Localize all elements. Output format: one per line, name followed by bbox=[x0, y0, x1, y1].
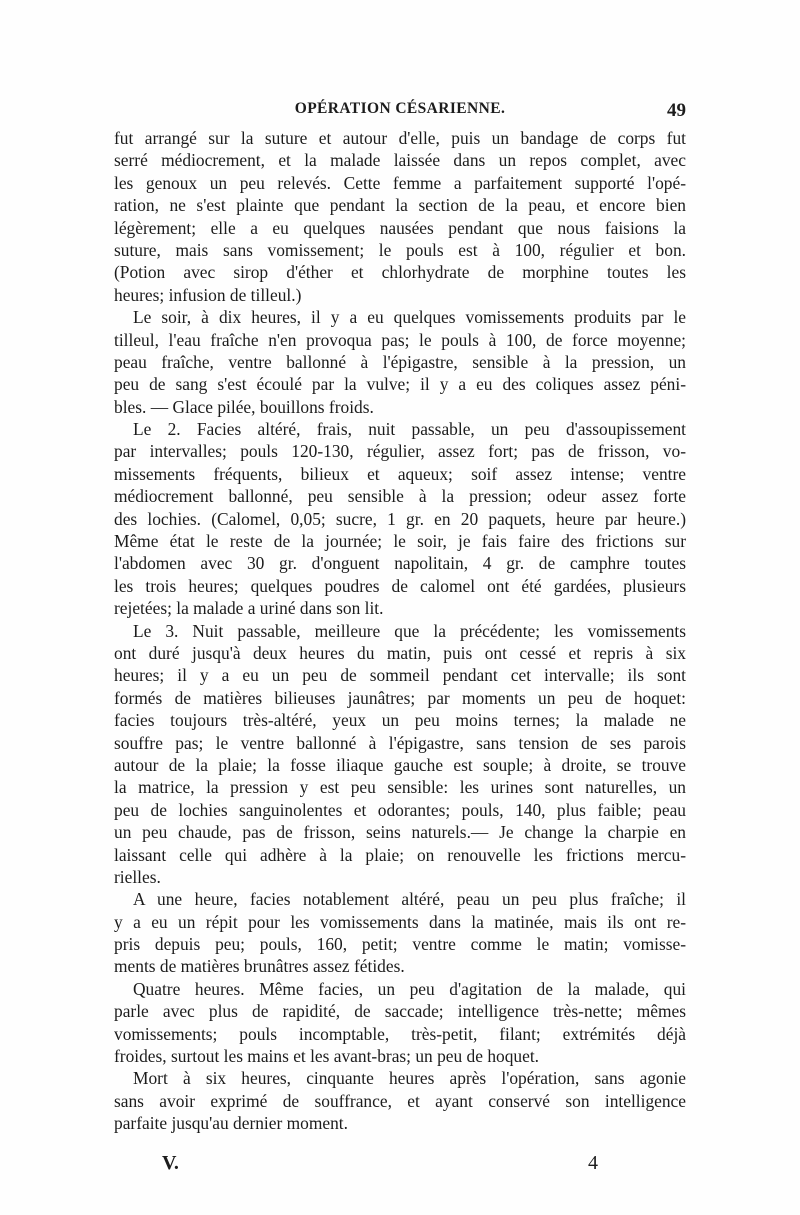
paragraph-first-line: Mort à six heures, cinquante heures après l'opération, sans agonie bbox=[133, 1068, 686, 1089]
text-line: froides, surtout les mains et les avant-bras; un peu de hoquet. bbox=[114, 1046, 540, 1067]
paragraph-first-line: A une heure, facies notablement altéré, peau un peu plus fraîche; il bbox=[133, 889, 686, 910]
text-line: sans avoir exprimé de souffrance, et ayant conservé son intelligence bbox=[114, 1090, 686, 1111]
paragraph-first-line: Quatre heures. Même facies, un peu d'agitation de la malade, qui bbox=[133, 978, 686, 999]
text-line: (Potion avec sirop d'éther et chlorhydrate de morphine toutes les bbox=[114, 262, 686, 283]
text-line: médiocrement ballonné, peu sensible à la pression; odeur assez forte bbox=[114, 486, 686, 507]
paragraph-first-line: Le soir, à dix heures, il y a eu quelques vomissements produits par le bbox=[133, 307, 686, 328]
text-line: fut arrangé sur la suture et autour d'elle, puis un bandage de corps fut bbox=[114, 128, 686, 148]
paragraph-first-line: Le 3. Nuit passable, meilleure que la précédente; les vomissements bbox=[133, 620, 686, 641]
text-line: y a eu un répit pour les vomissements dans la matinée, mais ils ont re- bbox=[114, 911, 686, 932]
text-line: ments de matières brunâtres assez fétides. bbox=[114, 956, 405, 977]
text-line: parle avec plus de rapidité, de saccade; intelligence très-nette; mêmes bbox=[114, 1001, 686, 1022]
text-line: un peu chaude, pas de frisson, seins naturels.— Je change la charpie en bbox=[114, 822, 686, 843]
text-line: autour de la plaie; la fosse iliaque gauche est souple; à droite, se trouve bbox=[114, 754, 686, 775]
text-line: ont duré jusqu'à deux heures du matin, puis ont cessé et repris à six bbox=[114, 642, 686, 663]
text-line: des lochies. (Calomel, 0,05; sucre, 1 gr. en 20 paquets, heure par heure.) bbox=[114, 508, 686, 529]
running-title: OPÉRATION CÉSARIENNE. bbox=[294, 100, 506, 117]
text-line: parfaite jusqu'au dernier moment. bbox=[114, 1113, 348, 1134]
paragraph-first-line: Le 2. Facies altéré, frais, nuit passable, un peu d'assoupissement bbox=[133, 419, 686, 440]
text-line: heures; il y a eu un peu de sommeil pendant cet intervalle; ils sont bbox=[114, 665, 686, 686]
text-line: peu de sang s'est écoulé par la vulve; il y a eu des coliques assez péni- bbox=[114, 374, 686, 395]
text-line: légèrement; elle a eu quelques nausées pendant que nous faisions la bbox=[114, 217, 686, 238]
text-line: pris depuis peu; pouls, 160, petit; ventre comme le matin; vomisse- bbox=[114, 934, 686, 955]
page-number: 49 bbox=[667, 100, 686, 121]
text-line: serré médiocrement, et la malade laissée dans un repos complet, avec bbox=[114, 150, 686, 171]
text-line: bles. — Glace pilée, bouillons froids. bbox=[114, 396, 374, 417]
signature-mark: V. bbox=[162, 1152, 179, 1174]
text-line: missements fréquents, bilieux et aqueux; soif assez intense; ventre bbox=[114, 463, 686, 484]
text-line: suture, mais sans vomissement; le pouls est à 100, régulier et bon. bbox=[114, 239, 686, 260]
page-footer bbox=[114, 1152, 686, 1178]
text-line: heures; infusion de tilleul.) bbox=[114, 284, 302, 305]
text-line: rejetées; la malade a uriné dans son lit. bbox=[114, 598, 384, 619]
text-line: Même état le reste de la journée; le soir, je fais faire des frictions sur bbox=[114, 531, 686, 552]
text-line: ration, ne s'est plainte que pendant la section de la peau, et encore bien bbox=[114, 195, 686, 216]
text-line: la matrice, la pression y est peu sensible: les urines sont naturelles, un bbox=[114, 777, 686, 798]
text-line: formés de matières bilieuses jaunâtres; par moments un peu de hoquet: bbox=[114, 687, 686, 708]
text-line: tilleul, l'eau fraîche n'en provoqua pas; le pouls à 100, de force moyenne; bbox=[114, 329, 686, 350]
text-line: l'abdomen avec 30 gr. d'onguent napolitain, 4 gr. de camphre toutes bbox=[114, 553, 686, 574]
text-line: vomissements; pouls incomptable, très-petit, filant; extrémités déjà bbox=[114, 1023, 686, 1044]
text-line: par intervalles; pouls 120-130, régulier, assez fort; pas de frisson, vo- bbox=[114, 441, 686, 462]
text-line: facies toujours très-altéré, yeux un peu moins ternes; la malade ne bbox=[114, 710, 686, 731]
text-line: laissant celle qui adhère à la plaie; on renouvelle les frictions mercu- bbox=[114, 844, 686, 865]
body-text bbox=[114, 127, 686, 1135]
text-line: rielles. bbox=[114, 866, 161, 887]
text-line: les genoux un peu relevés. Cette femme a parfaitement supporté l'opé- bbox=[114, 172, 686, 193]
text-line: souffre pas; le ventre ballonné à l'épigastre, sans tension de ses parois bbox=[114, 732, 686, 753]
text-line: peu de lochies sanguinolentes et odorantes; pouls, 140, plus faible; peau bbox=[114, 799, 686, 820]
text-line: peau fraîche, ventre ballonné à l'épigastre, sensible à la pression, un bbox=[114, 351, 686, 372]
running-head bbox=[114, 100, 686, 126]
text-line: les trois heures; quelques poudres de calomel ont été gardées, plusieurs bbox=[114, 575, 686, 596]
sheet-number: 4 bbox=[588, 1152, 598, 1174]
